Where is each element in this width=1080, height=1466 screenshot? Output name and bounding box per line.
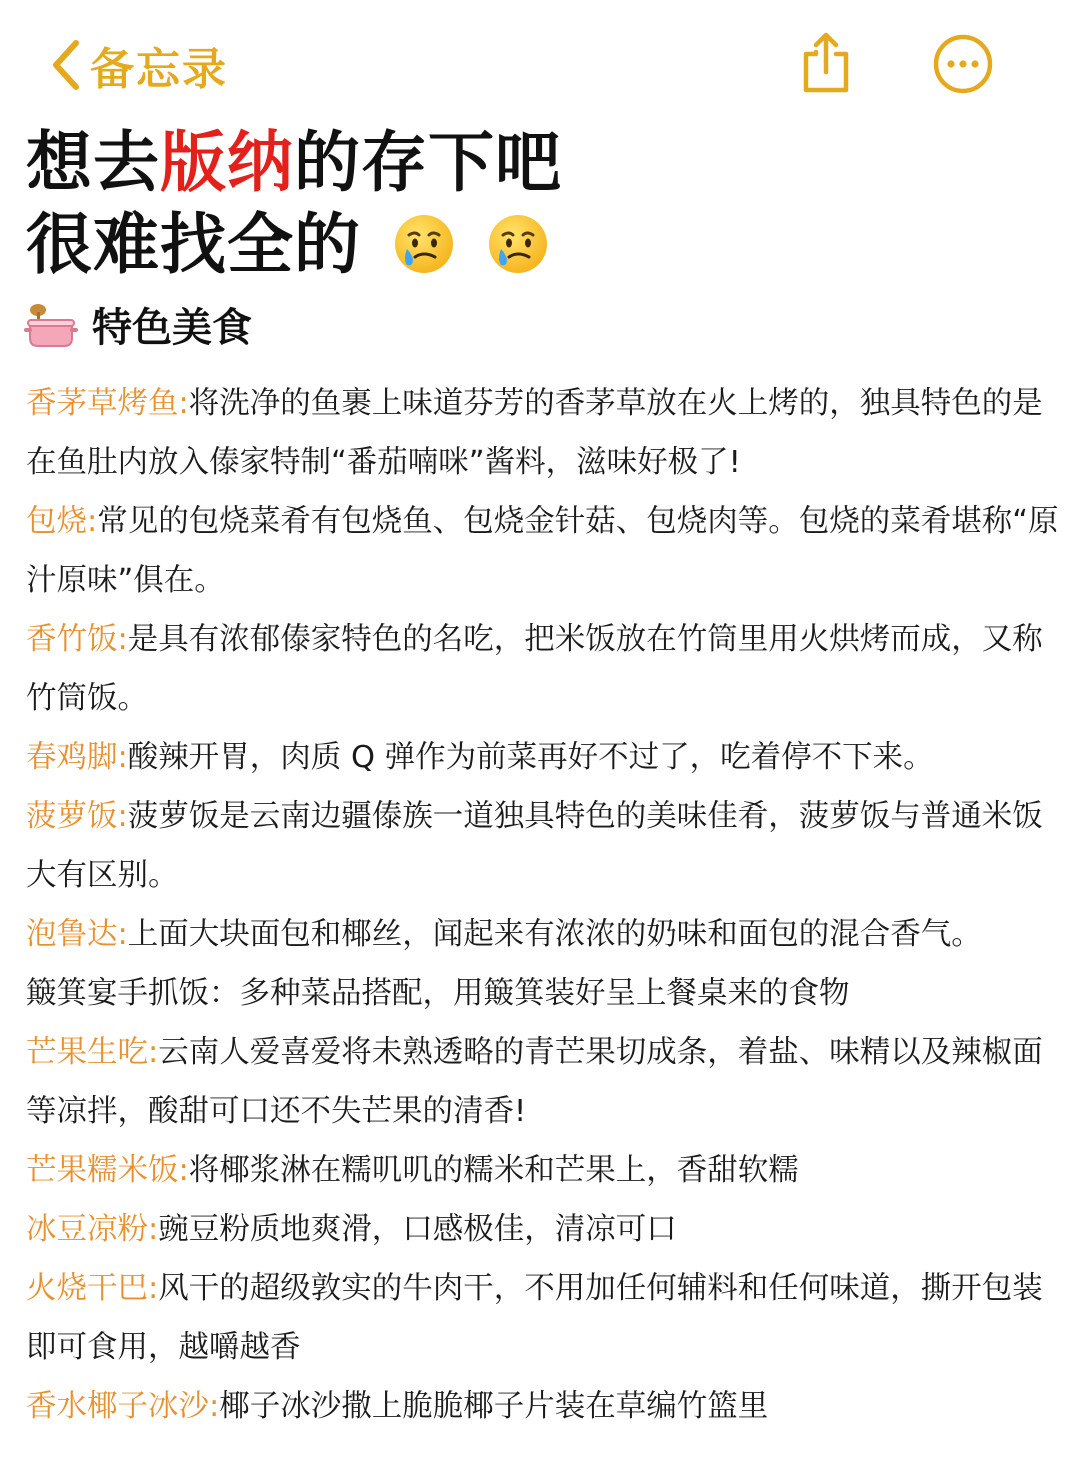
cooking-pot-icon	[24, 302, 78, 348]
list-item	[26, 1259, 1060, 1377]
food-name: 火烧干巴:	[26, 1271, 159, 1306]
food-name: 春鸡脚:	[26, 740, 128, 775]
food-desc: 椰子冰沙撒上脆脆椰子片装在草编竹篮里	[219, 1389, 769, 1424]
food-name: 芒果生吃:	[26, 1035, 159, 1070]
list-item	[26, 787, 1060, 905]
title-prefix: 想去	[26, 124, 160, 201]
food-desc: 将洗净的鱼裹上味道芬芳的香茅草放在火上烤的，独具特色的是在鱼肚内放入傣家特制“番茄喃咪”酱料，滋味好极了!	[26, 386, 1043, 480]
more-icon[interactable]	[932, 33, 994, 95]
list-item	[26, 374, 1060, 492]
section-header	[24, 296, 252, 353]
back-button[interactable]	[48, 30, 228, 100]
food-list	[26, 374, 1060, 1436]
nav-bar	[0, 0, 1080, 120]
food-desc: 云南人爱喜爱将未熟透略的青芒果切成条，着盐、味精以及辣椒面等凉拌，酸甜可口还不失芒果的清香!	[26, 1035, 1043, 1129]
title-line-2	[26, 204, 562, 286]
list-item	[26, 1200, 1060, 1259]
section-title: 特色美食	[92, 305, 252, 351]
list-item	[26, 905, 1060, 964]
food-desc: 豌豆粉质地爽滑，口感极佳，清凉可口	[158, 1212, 677, 1247]
crying-face-emoji	[487, 213, 549, 275]
food-desc: 菠萝饭是云南边疆傣族一道独具特色的美味佳肴，菠萝饭与普通米饭大有区别。	[26, 799, 1043, 893]
share-icon[interactable]	[796, 30, 856, 96]
crying-face-emoji	[393, 213, 455, 275]
food-desc: 上面大块面包和椰丝，闻起来有浓浓的奶味和面包的混合香气。	[127, 917, 982, 952]
food-desc: 簸箕宴手抓饭：多种菜品搭配，用簸箕装好呈上餐桌来的食物	[26, 976, 850, 1011]
title-suffix: 的存下吧	[294, 124, 562, 201]
food-name: 菠萝饭:	[26, 799, 128, 834]
food-desc: 是具有浓郁傣家特色的名吃，把米饭放在竹筒里用火烘烤而成，又称竹筒饭。	[26, 622, 1043, 716]
food-name: 芒果糯米饭:	[26, 1153, 189, 1188]
list-item	[26, 1141, 1060, 1200]
chevron-left-icon	[48, 37, 82, 93]
food-name: 香竹饭:	[26, 622, 128, 657]
list-item	[26, 1023, 1060, 1141]
title-line-2-text: 很难找全的	[26, 206, 361, 283]
food-desc: 风干的超级敦实的牛肉干，不用加任何辅料和任何味道，撕开包装即可食用，越嚼越香	[26, 1271, 1043, 1365]
note-title	[26, 122, 562, 286]
list-item	[26, 610, 1060, 728]
list-item	[26, 492, 1060, 610]
food-name: 香水椰子冰沙:	[26, 1389, 220, 1424]
food-name: 香茅草烤鱼:	[26, 386, 189, 421]
food-desc: 常见的包烧菜肴有包烧鱼、包烧金针菇、包烧肉等。包烧的菜肴堪称“原汁原味”俱在。	[26, 504, 1059, 598]
food-desc: 将椰浆淋在糯叽叽的糯米和芒果上，香甜软糯	[188, 1153, 799, 1188]
title-line-1	[26, 122, 562, 204]
list-item	[26, 1377, 1060, 1436]
food-desc: 酸辣开胃，肉质 Q 弹作为前菜再好不过了，吃着停不下来。	[127, 740, 934, 775]
list-item	[26, 964, 1060, 1023]
list-item	[26, 728, 1060, 787]
food-name: 冰豆凉粉:	[26, 1212, 159, 1247]
food-name: 泡鲁达:	[26, 917, 128, 952]
food-name: 包烧:	[26, 504, 98, 539]
title-highlight: 版纳	[160, 124, 294, 201]
back-label: 备忘录	[90, 44, 228, 95]
